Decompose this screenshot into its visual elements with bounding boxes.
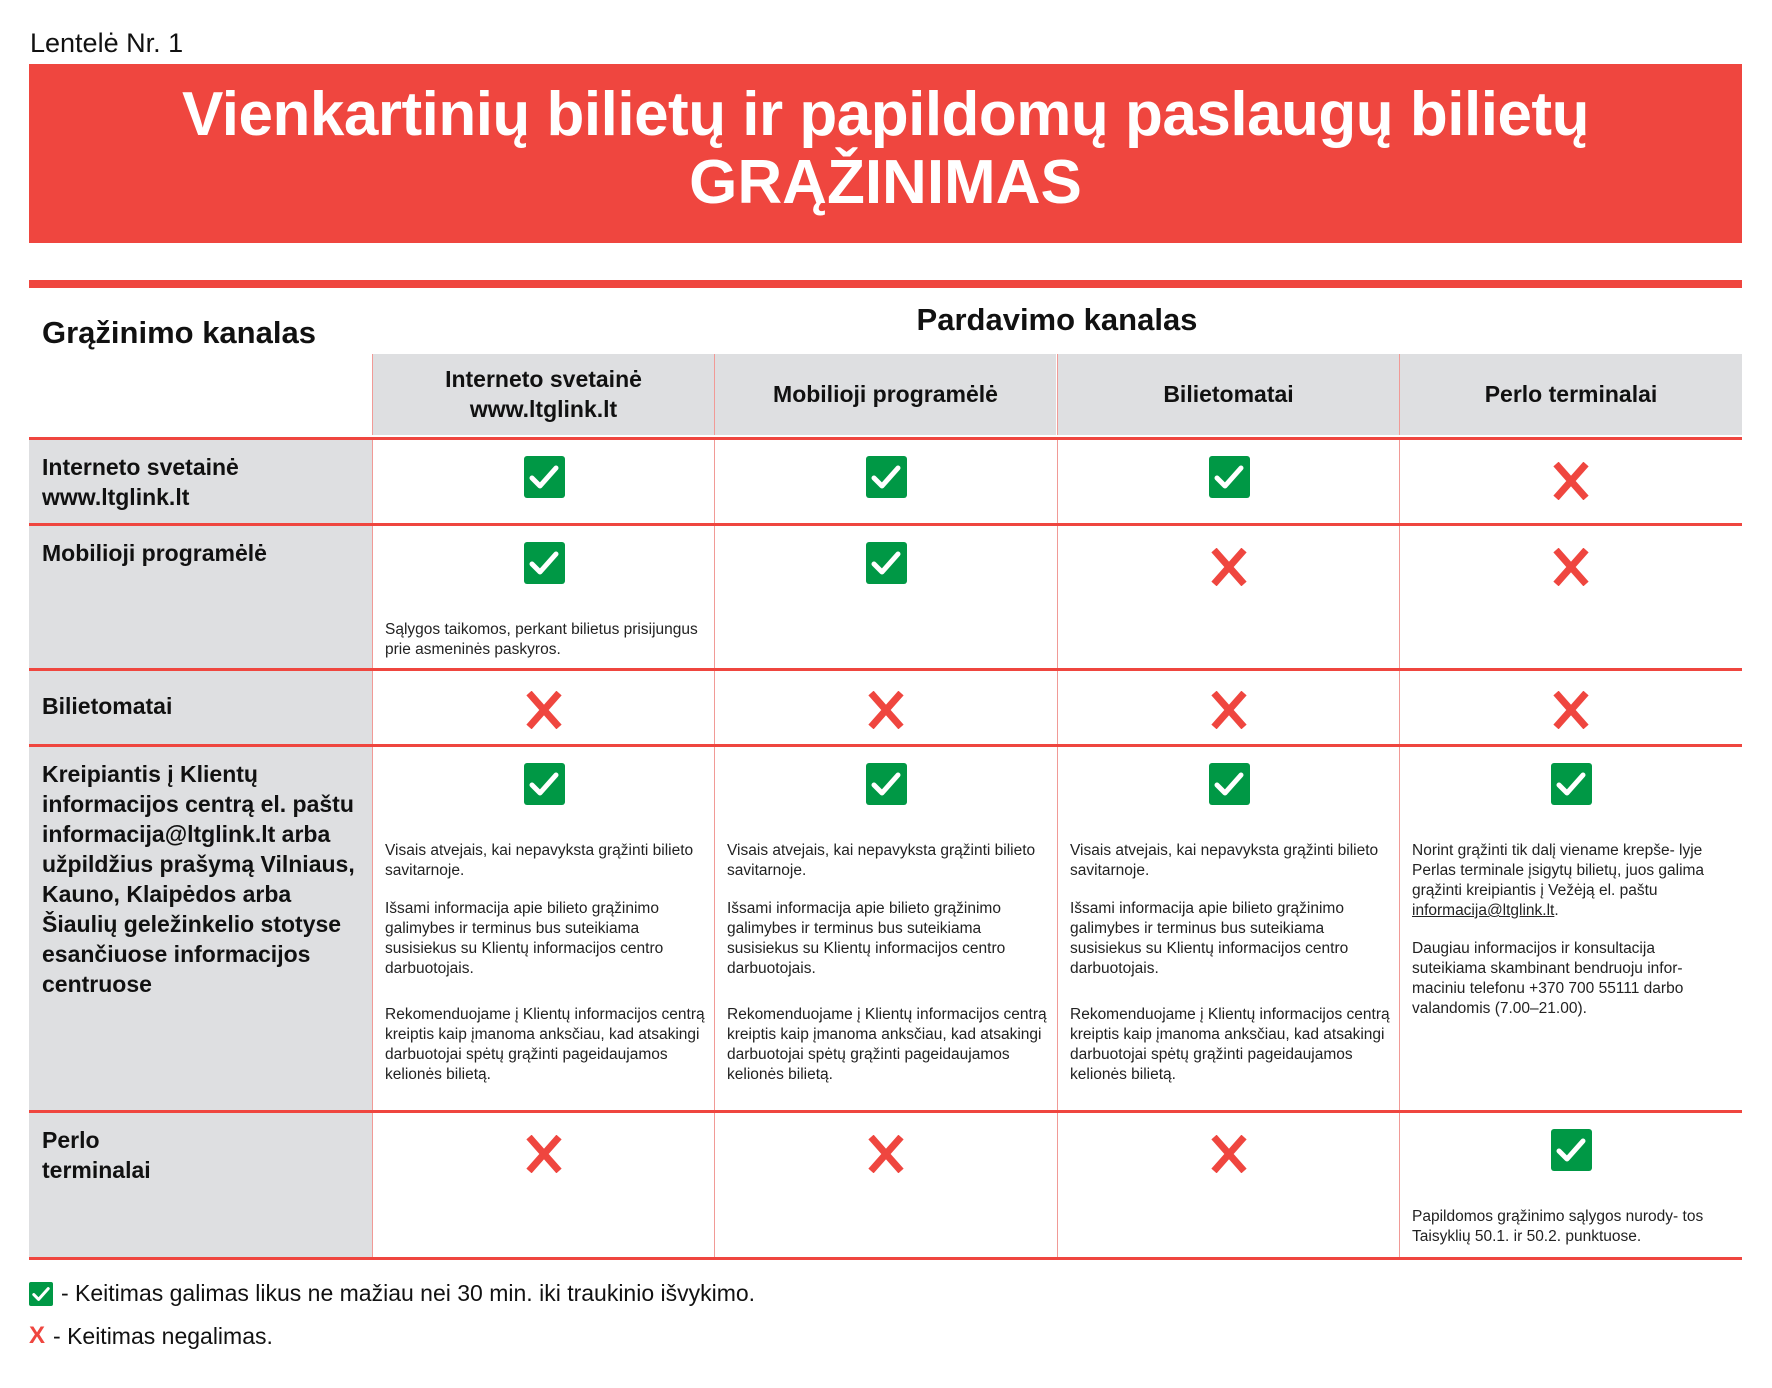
cell-notes: Visais atvejais, kai nepavyksta grąžinti bilieto savitarnoje. Išsami informacija apie bilieto grąžinimo galimybes ir terminus bus suteikiama susisiekus su Klientų informacijos centro darbuotojais. Rekomenduojame į Klientų informacijos centrą kreiptis kaip įmanoma anksčiau, kad atsakingi darbuotojai spėtų grąžinti pageidaujamos kelionės bilietą. [385, 842, 705, 1083]
check-icon [29, 1282, 53, 1306]
x-icon [1551, 546, 1591, 588]
cell-notes: Visais atvejais, kai nepavyksta grąžinti bilieto savitarnoje. Išsami informacija apie bilieto grąžinimo galimybes ir terminus bus suteikiama susisiekus su Klientų informacijos centro darbuotojais. Rekomenduojame į Klientų informacijos centrą kreiptis kaip įmanoma anksčiau, kad atsakingi darbuotojai spėtų grąžinti pageidaujamos kelionės bilietą. [727, 842, 1047, 1083]
table-cell [372, 526, 715, 668]
table-row-ticket-machines [29, 668, 1742, 744]
page-title-line2: GRĄŽINIMAS [689, 148, 1082, 217]
check-icon [1551, 763, 1592, 805]
return-channel-heading: Grąžinimo kanalas [42, 315, 316, 350]
table-bottom-rule [29, 1257, 1742, 1260]
x-icon [866, 689, 906, 731]
table-cell [1399, 1113, 1742, 1257]
table-cell [1399, 671, 1742, 744]
table-row-mobile-app [29, 523, 1742, 668]
table-header-row [29, 354, 1742, 437]
column-header-ticket-machines: Bilietomatai [1057, 354, 1399, 435]
check-icon [1209, 763, 1250, 805]
page-title-line1: Vienkartinių bilietų ir papildomų paslaugų bilietų [182, 80, 1589, 149]
x-icon [866, 1133, 906, 1175]
column-header-website: Interneto svetainė www.ltglink.lt [372, 354, 714, 435]
legend-x [29, 1322, 273, 1350]
x-icon [524, 689, 564, 731]
table-cell [1057, 671, 1400, 744]
table-cell [372, 1113, 715, 1257]
sales-channel-heading: Pardavimo kanalas [916, 302, 1198, 337]
table-cell [714, 1113, 1057, 1257]
x-icon [1551, 689, 1591, 731]
title-banner [29, 64, 1742, 243]
table-cell [1057, 747, 1400, 1110]
legend-check-text: - Keitimas galimas likus ne mažiau nei 30 min. iki traukinio išvykimo. [61, 1280, 756, 1306]
legend-x-text: - Keitimas negalimas. [53, 1322, 273, 1349]
check-icon [524, 763, 565, 805]
check-icon [866, 763, 907, 805]
check-icon [524, 542, 565, 584]
row-label: Mobilioji programėlė [29, 526, 372, 668]
table-cell [1057, 526, 1400, 668]
check-icon [866, 456, 907, 498]
table-cell [1057, 1113, 1400, 1257]
table-cell [372, 747, 715, 1110]
column-header-perlo-terminals: Perlo terminalai [1399, 354, 1742, 435]
table-cell [1057, 440, 1400, 523]
cell-note: Sąlygos taikomos, perkant bilietus prisijungus prie asmeninės paskyros. [385, 621, 698, 658]
table-cell [714, 671, 1057, 744]
column-header-mobile-app: Mobilioji programėlė [714, 354, 1056, 435]
check-icon [1209, 456, 1250, 498]
table-cell [714, 747, 1057, 1110]
cell-notes: Norint grąžinti tik dalį viename krepše- lyje Perlas terminale įsigytų bilietų, juos galima grąžinti kreipiantis į Vežėją el. paštu informacija@ltglink.lt. Daugiau informacijos ir konsultacija suteikiama skambinant bendruoju infor- maciniu telefonu +370 700 55111 darbo valandomis (7.00–21.00). [1412, 842, 1705, 1017]
check-icon [866, 542, 907, 584]
check-icon [1551, 1129, 1592, 1171]
x-icon [1209, 689, 1249, 731]
cell-notes: Visais atvejais, kai nepavyksta grąžinti bilieto savitarnoje. Išsami informacija apie bilieto grąžinimo galimybes ir terminus bus suteikiama susisiekus su Klientų informacijos centro darbuotojais. Rekomenduojame į Klientų informacijos centrą kreiptis kaip įmanoma anksčiau, kad atsakingi darbuotojai spėtų grąžinti pageidaujamos kelionės bilietą. [1070, 842, 1390, 1083]
table-cell [1399, 526, 1742, 668]
row-label: Bilietomatai [29, 671, 372, 744]
x-icon [524, 1133, 564, 1175]
table-cell [714, 440, 1057, 523]
table-cell [1399, 440, 1742, 523]
table-row-customer-info-centre [29, 744, 1742, 1110]
table-row-website [29, 437, 1742, 523]
row-label: Perlo terminalai [29, 1113, 372, 1257]
email-link[interactable]: informacija@ltglink.lt [1412, 902, 1555, 919]
x-icon [1209, 546, 1249, 588]
row-label: Interneto svetainė www.ltglink.lt [29, 440, 372, 523]
legend-check [29, 1280, 755, 1307]
table-cell [714, 526, 1057, 668]
row-label: Kreipiantis į Klientų informacijos centrą el. paštu informacija@ltglink.lt arba užpildžius prašymą Vilniaus, Kauno, Klaipėdos arba Šiaulių geležinkelio stotyse esančiuose informacijos centruose [29, 747, 372, 1110]
x-icon: X [29, 1322, 46, 1349]
table-cell [1399, 747, 1742, 1110]
cell-note: Papildomos grąžinimo sąlygos nurody- tos Taisyklių 50.1. ir 50.2. punktuose. [1412, 1208, 1704, 1245]
table-cell [372, 671, 715, 744]
check-icon [524, 456, 565, 498]
table-row-perlo-terminals [29, 1110, 1742, 1257]
x-icon [1551, 460, 1591, 502]
table-caption: Lentelė Nr. 1 [30, 28, 184, 58]
divider-rule [29, 280, 1742, 288]
x-icon [1209, 1133, 1249, 1175]
table-cell [372, 440, 715, 523]
